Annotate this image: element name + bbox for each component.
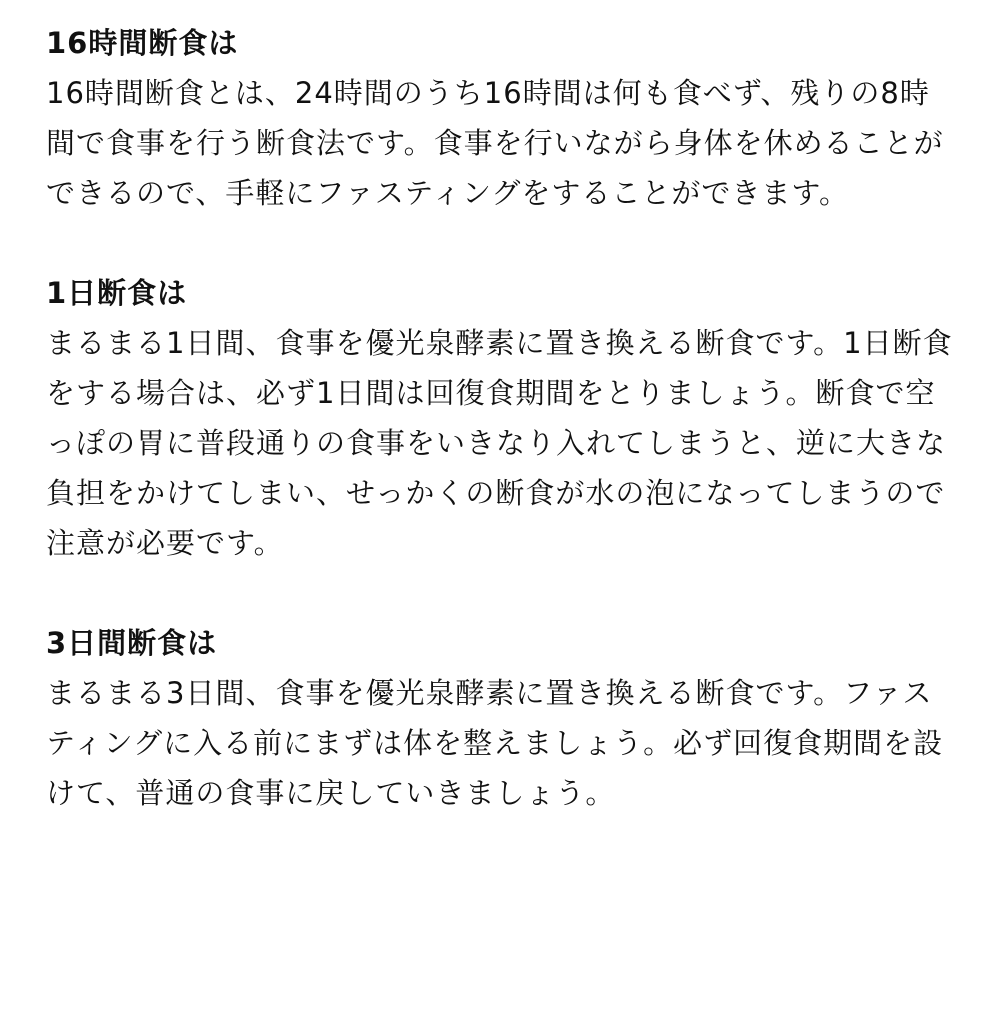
section-heading: 16時間断食は bbox=[46, 26, 239, 60]
article-content bbox=[46, 18, 956, 868]
section-heading: 1日断食は bbox=[46, 276, 188, 310]
section-3-day-fasting bbox=[46, 618, 956, 818]
section-body: まるまる3日間、食事を優光泉酵素に置き換える断食です。ファスティングに入る前にまずは体を整えましょう。必ず回復食期間を設けて、普通の食事に戻していきましょう。 bbox=[46, 676, 944, 810]
section-heading: 3日間断食は bbox=[46, 626, 218, 660]
section-16-hour-fasting bbox=[46, 18, 956, 218]
section-1-day-fasting bbox=[46, 268, 956, 568]
section-body: まるまる1日間、食事を優光泉酵素に置き換える断食です。1日断食をする場合は、必ず1日間は回復食期間をとりましょう。断食で空っぽの胃に普段通りの食事をいきなり入れてしまうと、逆に大きな負担をかけてしまい、せっかくの断食が水の泡になってしまうので注意が必要です。 bbox=[46, 326, 953, 560]
section-body: 16時間断食とは、24時間のうち16時間は何も食べず、残りの8時間で食事を行う断食法です。食事を行いながら身体を休めることができるので、手軽にファスティングをすることができます。 bbox=[46, 76, 944, 210]
